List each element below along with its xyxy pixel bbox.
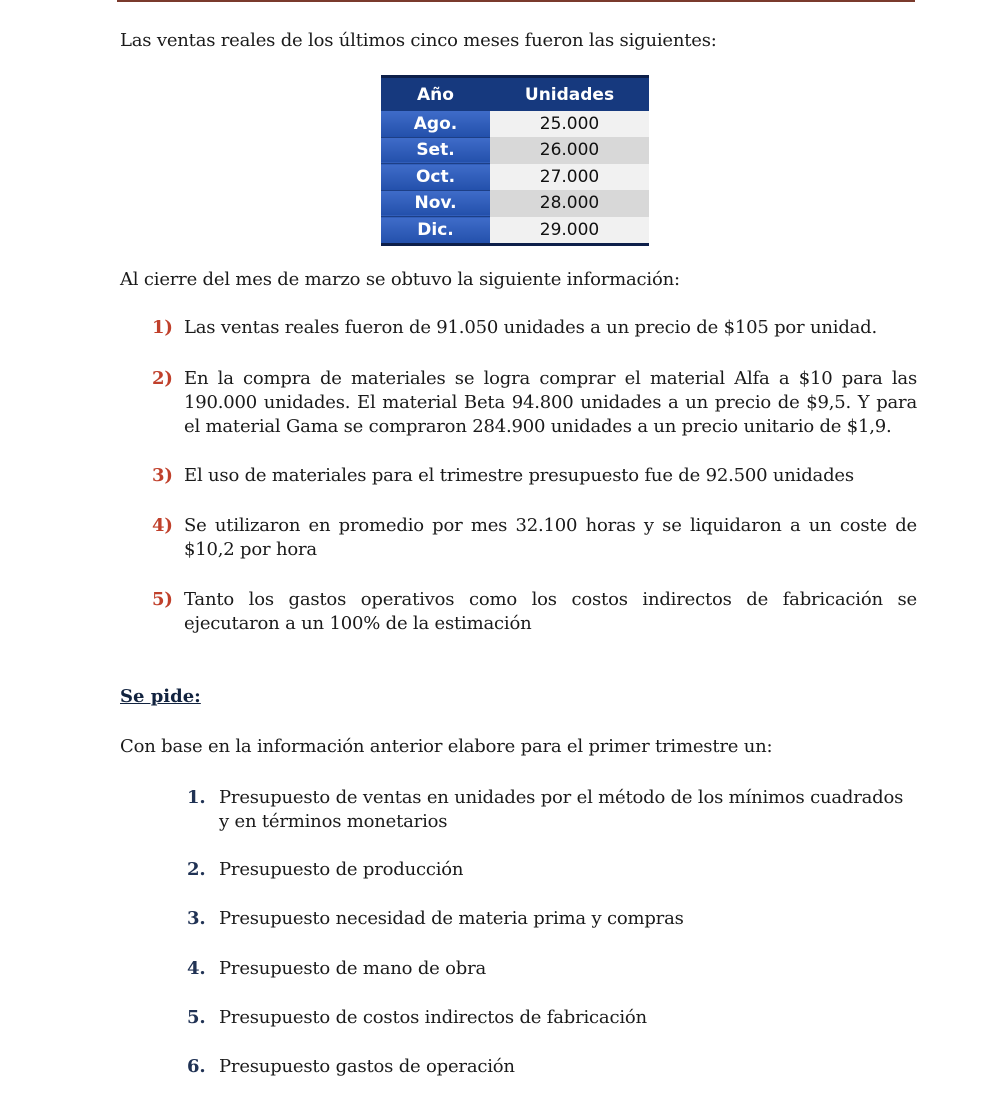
requirement-number: 6.: [187, 1056, 206, 1077]
table-header-row: [381, 77, 649, 112]
top-divider: [117, 0, 915, 2]
units-cell: 27.000: [490, 164, 649, 191]
requirement-number: 2.: [187, 859, 206, 880]
header-units: Unidades: [490, 77, 649, 112]
units-cell: 26.000: [490, 137, 649, 164]
month-cell: Set.: [381, 137, 490, 164]
info-item: [152, 588, 917, 636]
month-cell: Nov.: [381, 190, 490, 217]
base-text: Con base en la información anterior elabore para el primer trimestre un:: [120, 736, 773, 757]
requirement-number: 1.: [187, 787, 206, 808]
info-item-text: Se utilizaron en promedio por mes 32.100 horas y se liquidaron a un coste de $10,2 por hora: [184, 515, 917, 560]
info-item-number: 3): [152, 465, 173, 486]
requirement-item: [187, 858, 917, 882]
sales-table: [381, 75, 649, 246]
requirement-number: 3.: [187, 908, 206, 929]
table-row: [381, 111, 649, 137]
month-cell: Oct.: [381, 164, 490, 191]
table-row: [381, 190, 649, 217]
requirement-number: 4.: [187, 958, 206, 979]
requirement-text: Presupuesto gastos de operación: [219, 1056, 515, 1077]
info-item-text: El uso de materiales para el trimestre presupuesto fue de 92.500 unidades: [184, 465, 854, 486]
units-cell: 29.000: [490, 217, 649, 245]
info-item: [152, 367, 917, 439]
info-item: [152, 316, 917, 340]
intro-text: Las ventas reales de los últimos cinco meses fueron las siguientes:: [120, 30, 717, 51]
requirement-item: [187, 786, 917, 834]
info-item: [152, 514, 917, 562]
info-item-text: En la compra de materiales se logra comprar el material Alfa a $10 para las 190.000 unidades. El material Beta 94.800 unidades a un precio de $9,5. Y para el material Gama se compraron 284.900 unidades a un precio unitario de $1,9.: [184, 368, 917, 437]
march-intro-text: Al cierre del mes de marzo se obtuvo la siguiente información:: [120, 269, 680, 290]
requirement-item: [187, 907, 917, 931]
table-row: [381, 217, 649, 245]
requirement-text: Presupuesto de mano de obra: [219, 958, 487, 979]
info-item-number: 4): [152, 515, 173, 536]
header-year: Año: [381, 77, 490, 112]
info-item-text: Las ventas reales fueron de 91.050 unidades a un precio de $105 por unidad.: [184, 317, 878, 338]
requirement-text: Presupuesto de ventas en unidades por el método de los mínimos cuadrados y en términos monetarios: [219, 787, 904, 832]
info-item: [152, 464, 917, 488]
month-cell: Ago.: [381, 111, 490, 137]
requirement-item: [187, 1006, 917, 1030]
se-pide-heading: Se pide:: [120, 686, 201, 707]
requirement-text: Presupuesto necesidad de materia prima y compras: [219, 908, 684, 929]
requirement-text: Presupuesto de costos indirectos de fabricación: [219, 1007, 647, 1028]
info-item-number: 1): [152, 317, 173, 338]
requirement-item: [187, 1055, 917, 1079]
requirement-number: 5.: [187, 1007, 206, 1028]
units-cell: 25.000: [490, 111, 649, 137]
table-row: [381, 164, 649, 191]
requirement-text: Presupuesto de producción: [219, 859, 464, 880]
requirement-item: [187, 957, 917, 981]
month-cell: Dic.: [381, 217, 490, 245]
info-item-number: 2): [152, 368, 173, 389]
table-row: [381, 137, 649, 164]
info-item-text: Tanto los gastos operativos como los costos indirectos de fabricación se ejecutaron a un 100% de la estimación: [184, 589, 917, 634]
info-item-number: 5): [152, 589, 173, 610]
units-cell: 28.000: [490, 190, 649, 217]
